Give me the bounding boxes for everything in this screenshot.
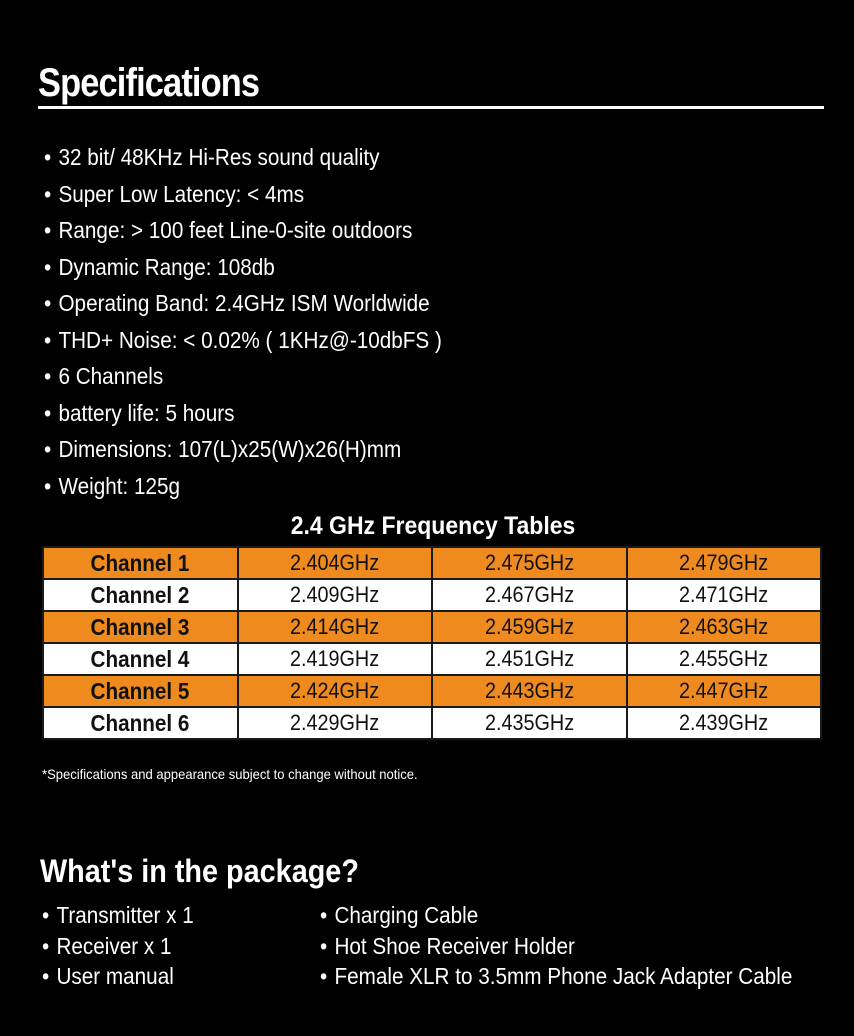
- frequency-cell: 2.467GHz: [432, 579, 627, 611]
- table-row: [43, 707, 821, 739]
- channel-cell: Channel 6: [43, 707, 238, 739]
- frequency-cell: 2.443GHz: [432, 675, 627, 707]
- table-row: [43, 547, 821, 579]
- bullet-icon: •: [44, 326, 52, 353]
- package-item: • User manual: [42, 963, 174, 989]
- bullet-icon: •: [320, 963, 328, 989]
- frequency-cell: 2.447GHz: [627, 675, 822, 707]
- frequency-cell: 2.424GHz: [238, 675, 433, 707]
- table-row: [43, 579, 821, 611]
- spec-item: • Dynamic Range: 108db: [44, 253, 275, 280]
- bullet-icon: •: [320, 932, 328, 959]
- package-list-right: [320, 900, 845, 992]
- disclaimer-note: *Specifications and appearance subject to change without notice.: [42, 766, 418, 782]
- table-row: [43, 675, 821, 707]
- package-item: • Charging Cable: [320, 902, 479, 928]
- title-divider: [38, 106, 824, 109]
- frequency-cell: 2.435GHz: [432, 707, 627, 739]
- bullet-icon: •: [44, 144, 52, 170]
- spec-item: • battery life: 5 hours: [44, 399, 235, 426]
- frequency-cell: 2.409GHz: [238, 579, 433, 611]
- frequency-cell: 2.419GHz: [238, 643, 433, 675]
- frequency-table: [42, 546, 822, 740]
- bullet-icon: •: [44, 472, 52, 499]
- channel-cell: Channel 2: [43, 579, 238, 611]
- spec-item: • Range: > 100 feet Line-0-site outdoors: [44, 217, 413, 243]
- spec-item: • Dimensions: 107(L)x25(W)x26(H)mm: [44, 436, 402, 462]
- bullet-icon: •: [320, 902, 328, 928]
- package-list-left: [42, 900, 211, 992]
- frequency-cell: 2.414GHz: [238, 611, 433, 643]
- spec-item: • 32 bit/ 48KHz Hi-Res sound quality: [44, 144, 380, 170]
- table-row: [43, 611, 821, 643]
- bullet-icon: •: [44, 290, 52, 316]
- bullet-icon: •: [44, 436, 52, 462]
- package-item: • Hot Shoe Receiver Holder: [320, 932, 575, 959]
- frequency-cell: 2.463GHz: [627, 611, 822, 643]
- spec-item: • Weight: 125g: [44, 472, 181, 499]
- package-item: • Receiver x 1: [42, 932, 172, 959]
- bullet-icon: •: [42, 963, 50, 989]
- package-title: What's in the package?: [40, 853, 359, 889]
- channel-cell: Channel 1: [43, 547, 238, 579]
- frequency-cell: 2.404GHz: [238, 547, 433, 579]
- bullet-icon: •: [44, 363, 52, 389]
- channel-cell: Channel 4: [43, 643, 238, 675]
- frequency-cell: 2.439GHz: [627, 707, 822, 739]
- frequency-cell: 2.451GHz: [432, 643, 627, 675]
- frequency-cell: 2.479GHz: [627, 547, 822, 579]
- bullet-icon: •: [42, 902, 50, 928]
- bullet-icon: •: [42, 932, 50, 959]
- package-item: • Female XLR to 3.5mm Phone Jack Adapter Cable: [320, 963, 793, 989]
- frequency-cell: 2.475GHz: [432, 547, 627, 579]
- frequency-cell: 2.459GHz: [432, 611, 627, 643]
- package-item: • Transmitter x 1: [42, 902, 194, 928]
- bullet-icon: •: [44, 253, 52, 280]
- spec-item: • Super Low Latency: < 4ms: [44, 180, 305, 207]
- spec-item: • Operating Band: 2.4GHz ISM Worldwide: [44, 290, 430, 316]
- table-row: [43, 643, 821, 675]
- bullet-icon: •: [44, 180, 52, 207]
- channel-cell: Channel 5: [43, 675, 238, 707]
- page-title: Specifications: [38, 61, 260, 105]
- frequency-cell: 2.429GHz: [238, 707, 433, 739]
- frequency-cell: 2.471GHz: [627, 579, 822, 611]
- channel-cell: Channel 3: [43, 611, 238, 643]
- bullet-icon: •: [44, 217, 52, 243]
- spec-list: [44, 140, 486, 505]
- bullet-icon: •: [44, 399, 52, 426]
- frequency-cell: 2.455GHz: [627, 643, 822, 675]
- spec-item: • THD+ Noise: < 0.02% ( 1KHz@-10dbFS ): [44, 326, 442, 353]
- spec-item: • 6 Channels: [44, 363, 164, 389]
- frequency-table-title: 2.4 GHz Frequency Tables: [290, 512, 576, 540]
